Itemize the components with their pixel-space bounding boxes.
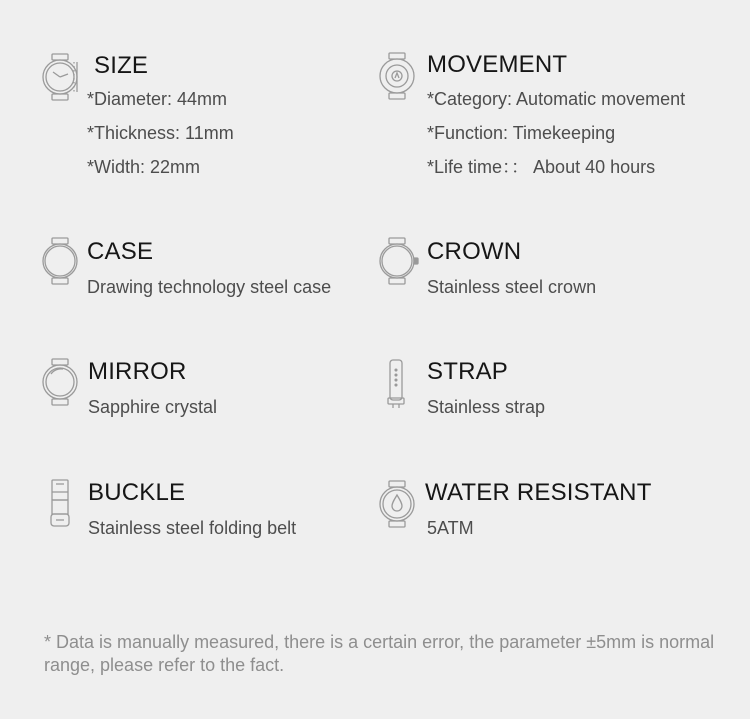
spec-title: MOVEMENT xyxy=(427,51,568,78)
spec-line: Drawing technology steel case xyxy=(87,277,332,297)
spec-title: STRAP xyxy=(427,358,509,385)
spec-title: WATER RESISTANT xyxy=(425,479,652,506)
spec-title: BUCKLE xyxy=(88,479,186,506)
spec-line: Stainless strap xyxy=(427,397,546,417)
watch-mirror-icon xyxy=(40,358,82,406)
water-drop-icon xyxy=(377,480,417,528)
spec-line: 5ATM xyxy=(427,518,474,538)
footnote: * Data is manually measured, there is a certain error, the parameter ±5mm is normal range, please refer to the fact. xyxy=(44,632,715,675)
spec-title: CROWN xyxy=(427,238,522,265)
spec-line: *Diameter: 44mm xyxy=(87,89,228,109)
watch-movement-icon xyxy=(377,52,417,100)
spec-line: *Function: Timekeeping xyxy=(427,123,616,143)
spec-line: Stainless steel folding belt xyxy=(88,518,297,538)
watch-dial-icon xyxy=(40,53,80,101)
spec-line: *Category: Automatic movement xyxy=(427,89,686,109)
spec-line: Stainless steel crown xyxy=(427,277,597,297)
spec-title: CASE xyxy=(87,238,154,265)
spec-line: *Life time：： About 40 hours xyxy=(427,157,656,177)
watch-case-icon xyxy=(40,237,80,285)
spec-line: *Width: 22mm xyxy=(87,157,201,177)
watch-strap-icon xyxy=(386,358,406,410)
spec-title: SIZE xyxy=(94,52,149,79)
watch-crown-icon xyxy=(377,237,421,285)
watch-buckle-icon xyxy=(48,478,72,530)
spec-title: MIRROR xyxy=(88,358,187,385)
spec-line: Sapphire crystal xyxy=(88,397,218,417)
spec-line: *Thickness: 11mm xyxy=(87,123,234,143)
